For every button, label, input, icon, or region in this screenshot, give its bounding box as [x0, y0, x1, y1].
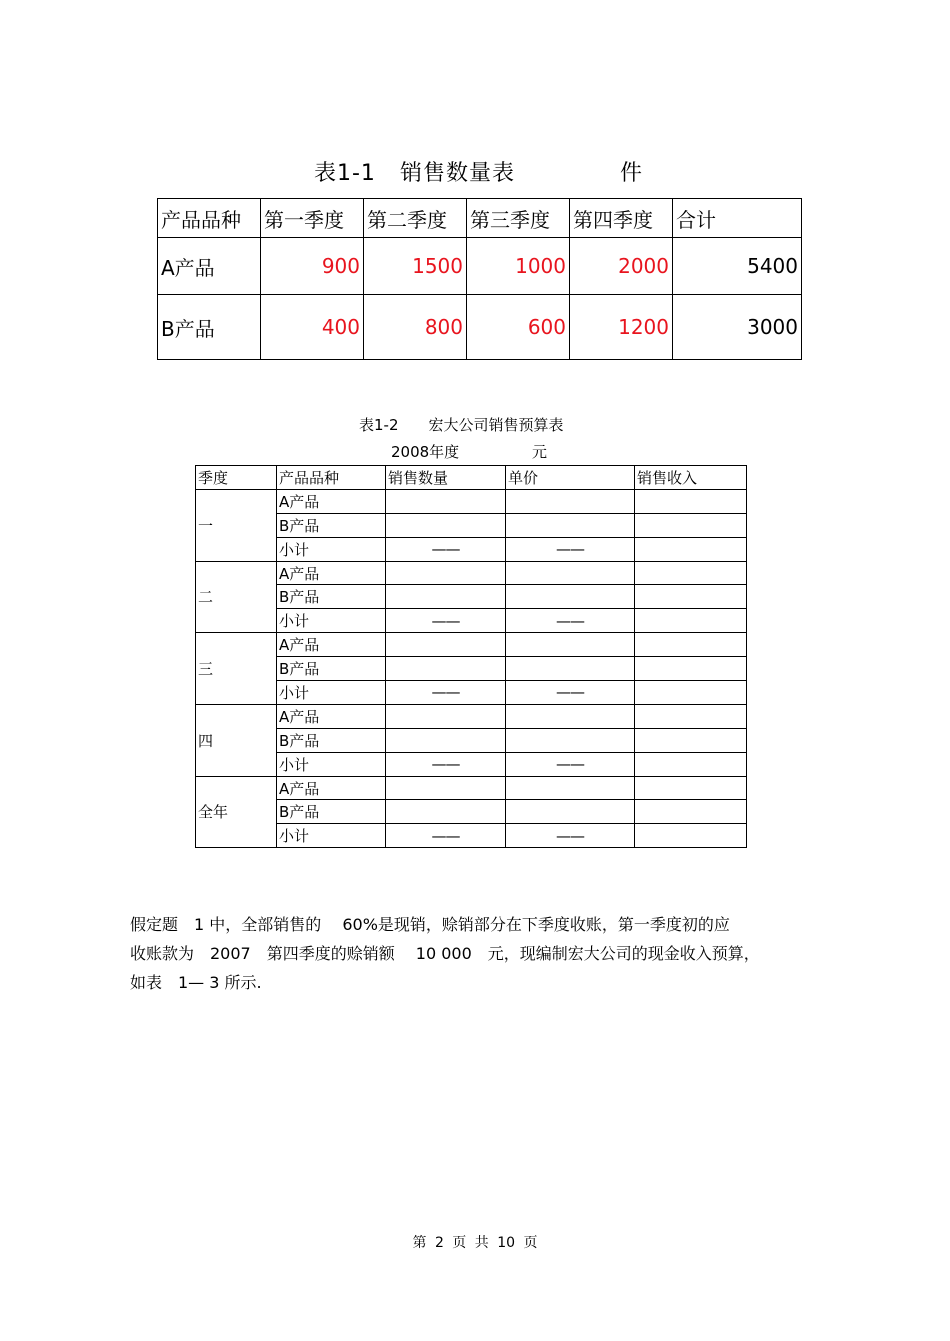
period-cell: 一 [196, 489, 277, 561]
revenue-cell [635, 537, 747, 561]
product-cell: 小计 [277, 609, 386, 633]
sales-budget-table [195, 465, 747, 848]
product-cell: B产品 [277, 657, 386, 681]
table2-header: 产品品种 [277, 466, 386, 490]
product-cell: B产品 [277, 585, 386, 609]
table1-header: 产品品种 [158, 199, 261, 238]
quantity-cell [386, 776, 506, 800]
table1-header-row [158, 199, 802, 238]
revenue-cell [635, 489, 747, 513]
quantity-cell [386, 585, 506, 609]
paragraph-line: 假定题 1 中，全部销售的 60%是现销，赊销部分在下季度收账，第一季度初的应 [130, 915, 730, 934]
quantity-cell [386, 633, 506, 657]
table-row [196, 585, 747, 609]
table1-header: 第四季度 [570, 199, 673, 238]
period-cell: 三 [196, 633, 277, 705]
table1-header: 第一季度 [261, 199, 364, 238]
table-row [158, 295, 802, 360]
table1-title [314, 156, 515, 187]
revenue-cell [635, 609, 747, 633]
quantity-cell [386, 513, 506, 537]
product-cell: A产品 [277, 704, 386, 728]
revenue-cell [635, 824, 747, 848]
paragraph-line: 收账款为 2007 第四季度的赊销额 10 000 元，现编制宏大公司的现金收入预算， [130, 944, 760, 963]
table-row [196, 489, 747, 513]
period-cell: 二 [196, 561, 277, 633]
table1-label: 表1-1 [314, 161, 376, 186]
quantity-cell: 1200 [570, 295, 673, 360]
table-row [196, 633, 747, 657]
price-cell [506, 704, 635, 728]
sales-quantity-table [157, 198, 802, 360]
product-cell: A产品 [277, 489, 386, 513]
table1-unit: 件 [620, 161, 643, 186]
product-cell: 小计 [277, 681, 386, 705]
quantity-cell [386, 657, 506, 681]
price-cell [506, 633, 635, 657]
product-cell: A产品 [277, 561, 386, 585]
period-cell: 四 [196, 704, 277, 776]
quantity-cell: 1500 [364, 238, 467, 295]
table-row [196, 609, 747, 633]
table-row [158, 238, 802, 295]
product-cell: B产品 [277, 513, 386, 537]
table-row [196, 800, 747, 824]
quantity-cell: —— [386, 609, 506, 633]
paragraph-line: 如表 1— 3 所示. [130, 973, 262, 992]
revenue-cell [635, 776, 747, 800]
table2-label: 表1-2 [359, 416, 399, 434]
quantity-cell [386, 800, 506, 824]
table2-name: 宏大公司销售预算表 [428, 416, 564, 434]
table1-header: 合计 [673, 199, 802, 238]
revenue-cell [635, 681, 747, 705]
table-row [196, 657, 747, 681]
price-cell [506, 513, 635, 537]
price-cell: —— [506, 681, 635, 705]
product-cell: 小计 [277, 752, 386, 776]
table-row [196, 728, 747, 752]
page-footer: 第 2 页 共 10 页 [412, 1235, 538, 1251]
product-cell: B产品 [277, 800, 386, 824]
price-cell [506, 561, 635, 585]
revenue-cell [635, 585, 747, 609]
price-cell [506, 728, 635, 752]
quantity-cell: —— [386, 681, 506, 705]
table-row [196, 752, 747, 776]
quantity-cell [386, 489, 506, 513]
quantity-cell: —— [386, 752, 506, 776]
price-cell [506, 489, 635, 513]
table2-header: 季度 [196, 466, 277, 490]
product-cell: A产品 [277, 776, 386, 800]
table-row [196, 824, 747, 848]
total-cell: 5400 [673, 238, 802, 295]
body-paragraph [130, 910, 780, 997]
revenue-cell [635, 561, 747, 585]
quantity-cell: 600 [467, 295, 570, 360]
price-cell [506, 776, 635, 800]
table-row [196, 704, 747, 728]
table-row [196, 561, 747, 585]
quantity-cell: 1000 [467, 238, 570, 295]
table2-header: 销售收入 [635, 466, 747, 490]
table-row [196, 537, 747, 561]
revenue-cell [635, 657, 747, 681]
quantity-cell [386, 728, 506, 752]
table-row [196, 513, 747, 537]
total-cell: 3000 [673, 295, 802, 360]
revenue-cell [635, 752, 747, 776]
quantity-cell: 900 [261, 238, 364, 295]
table2-title [359, 414, 564, 435]
product-cell: A产品 [277, 633, 386, 657]
product-cell: B产品 [158, 295, 261, 360]
quantity-cell: —— [386, 824, 506, 848]
price-cell [506, 657, 635, 681]
revenue-cell [635, 800, 747, 824]
table2-unit: 元 [532, 443, 548, 461]
quantity-cell [386, 704, 506, 728]
table2-year: 2008年度 [391, 443, 460, 461]
period-cell: 全年 [196, 776, 277, 848]
product-cell: B产品 [277, 728, 386, 752]
product-cell: 小计 [277, 824, 386, 848]
revenue-cell [635, 633, 747, 657]
revenue-cell [635, 513, 747, 537]
quantity-cell [386, 561, 506, 585]
revenue-cell [635, 728, 747, 752]
table1-name: 销售数量表 [399, 161, 515, 186]
table-row [196, 681, 747, 705]
table1-header: 第三季度 [467, 199, 570, 238]
price-cell [506, 800, 635, 824]
quantity-cell: 400 [261, 295, 364, 360]
product-cell: 小计 [277, 537, 386, 561]
price-cell: —— [506, 609, 635, 633]
price-cell: —— [506, 752, 635, 776]
table2-header: 销售数量 [386, 466, 506, 490]
table2-header-row [196, 466, 747, 490]
price-cell: —— [506, 824, 635, 848]
product-cell: A产品 [158, 238, 261, 295]
price-cell: —— [506, 537, 635, 561]
quantity-cell: 2000 [570, 238, 673, 295]
table2-header: 单价 [506, 466, 635, 490]
quantity-cell: —— [386, 537, 506, 561]
quantity-cell: 800 [364, 295, 467, 360]
price-cell [506, 585, 635, 609]
table1-header: 第二季度 [364, 199, 467, 238]
table-row [196, 776, 747, 800]
revenue-cell [635, 704, 747, 728]
